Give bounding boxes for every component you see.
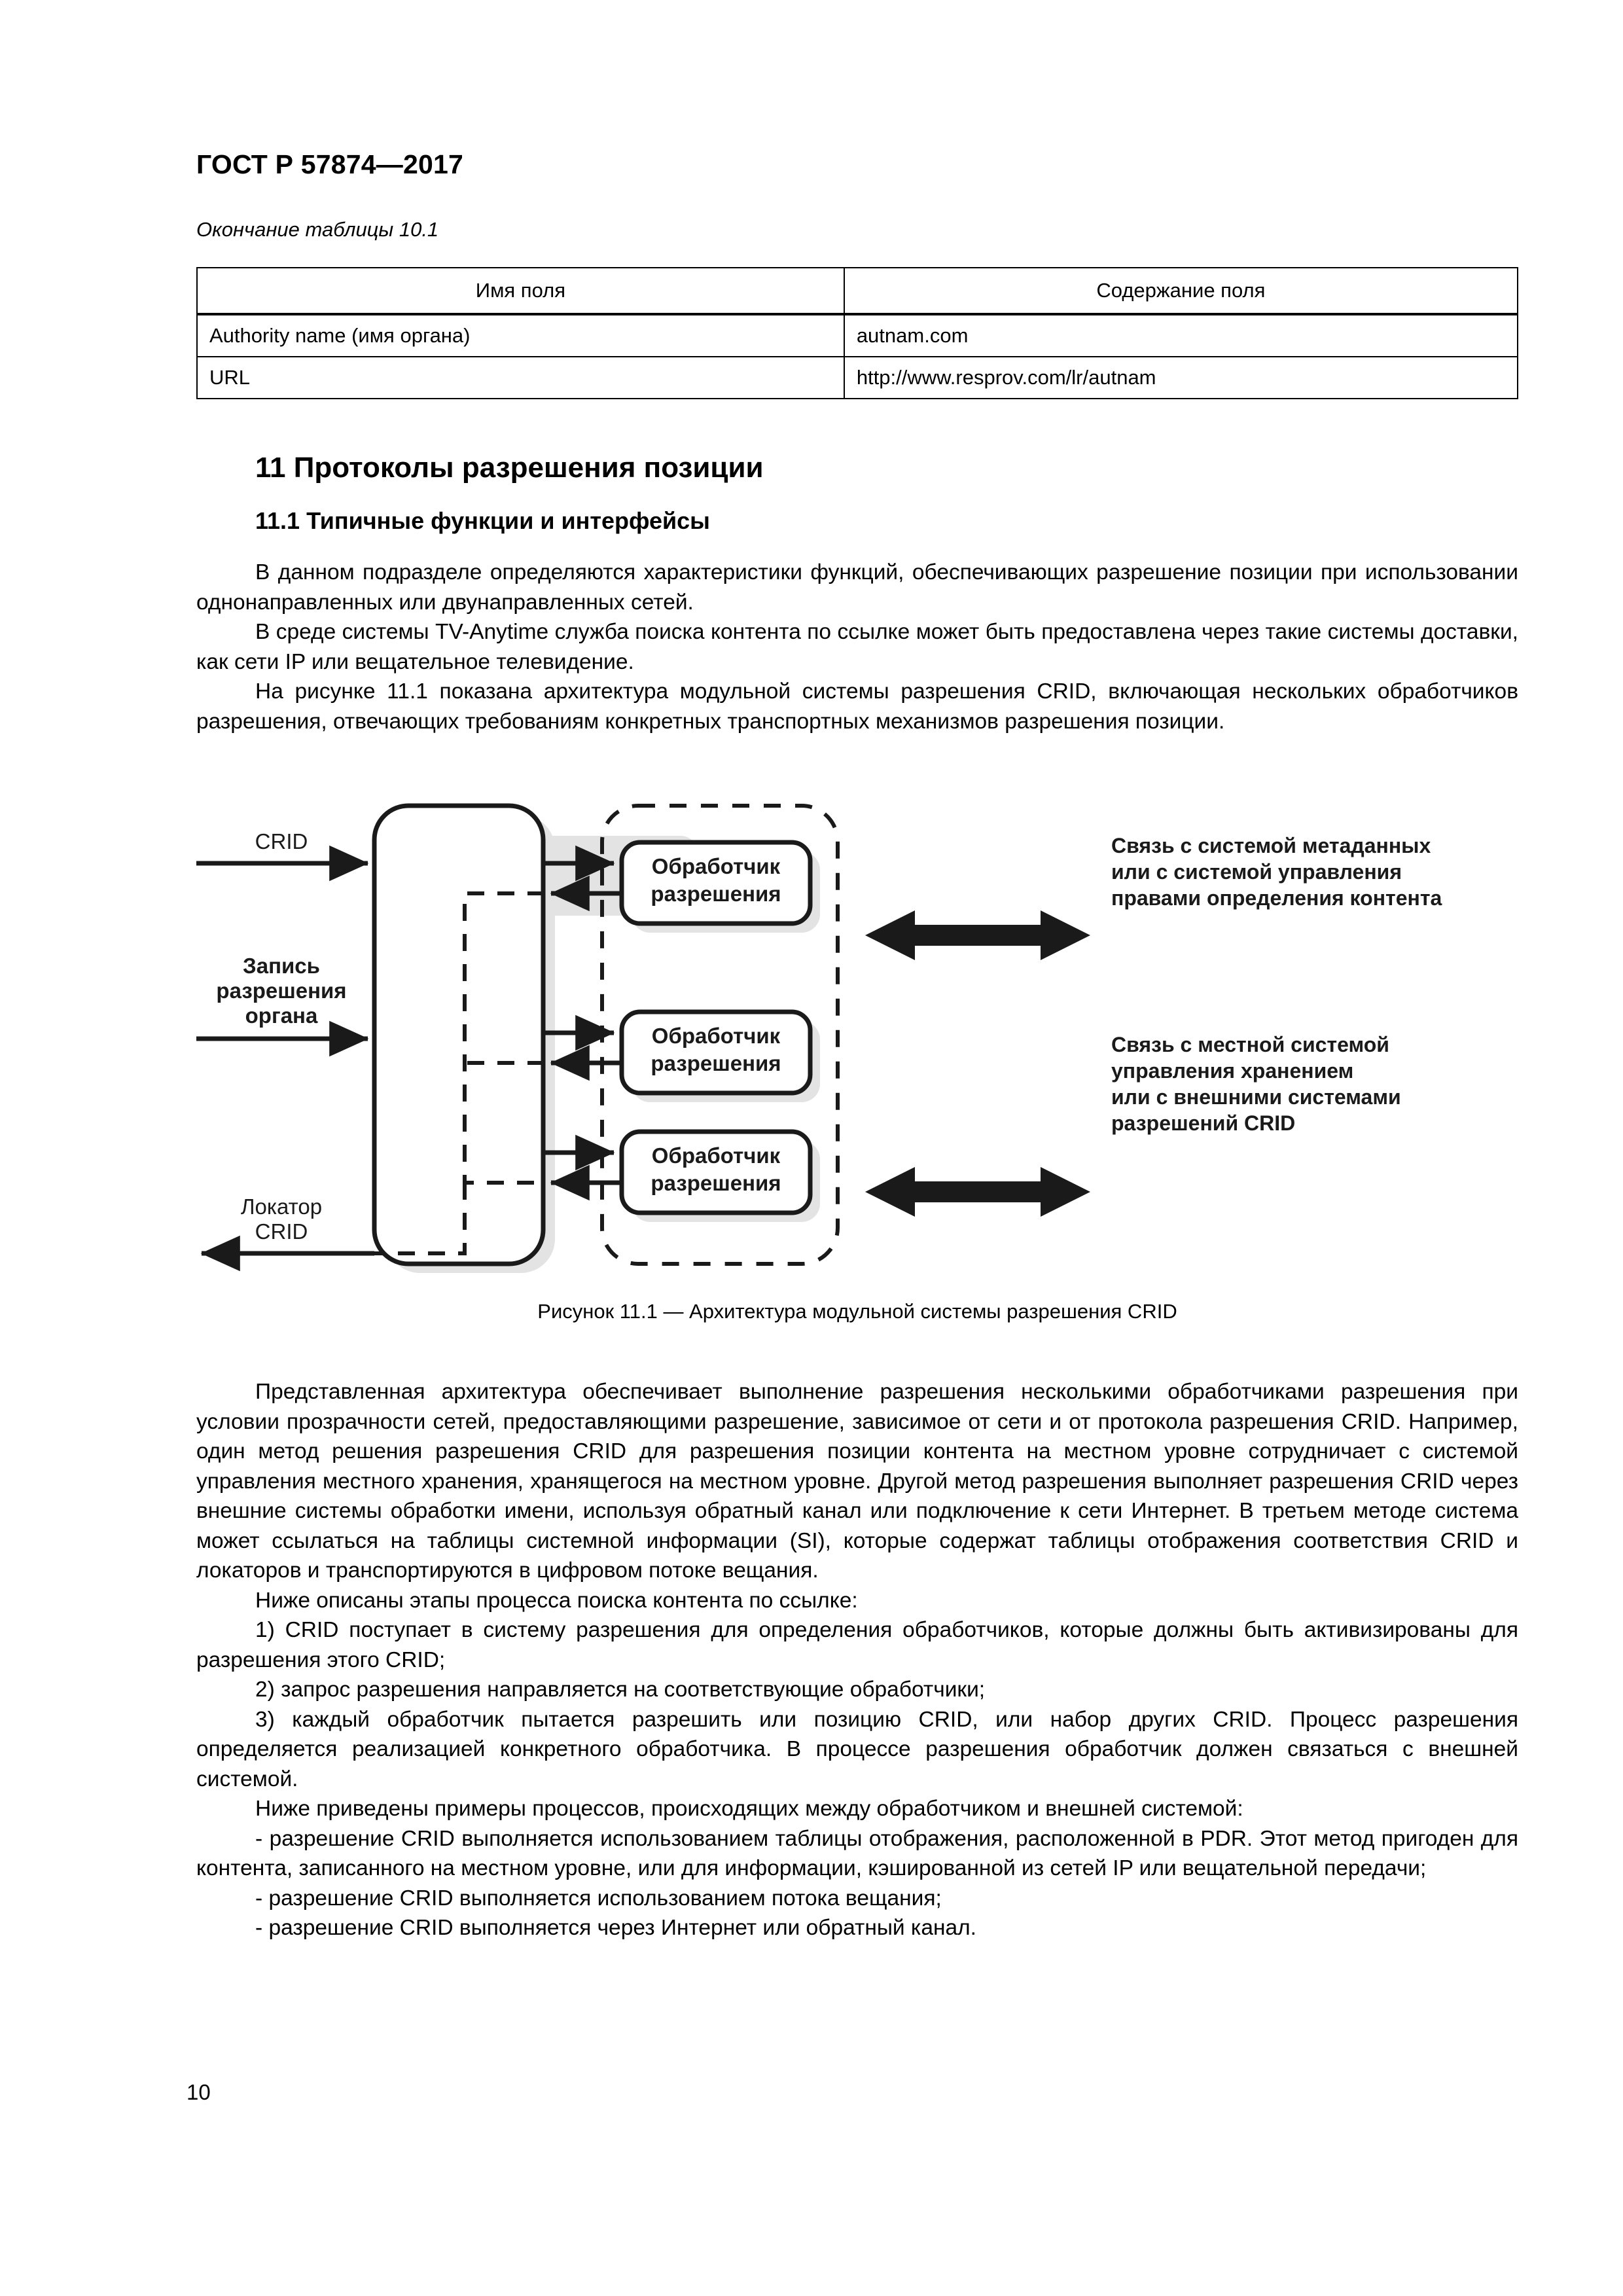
input-label-authority-line1: Запись xyxy=(243,954,320,978)
paragraph: Ниже описаны этапы процесса поиска контента по ссылке: xyxy=(255,1588,858,1613)
table-cell-field-name: Authority name (имя органа) xyxy=(197,314,844,357)
list-item: - разрешение CRID выполняется через Интернет или обратный канал. xyxy=(255,1916,976,1940)
section-heading: 11 Протоколы разрешения позиции xyxy=(255,452,764,484)
paragraph: В данном подразделе определяются характеристики функций, обеспечивающих разрешение позиции при использовании однонаправленных или двунаправленных сетей. xyxy=(196,560,1518,615)
handler-label-1-line2: разрешения xyxy=(651,882,781,906)
paragraph: Ниже приведены примеры процессов, происходящих между обработчиком и внешней системой: xyxy=(255,1797,1243,1821)
external-arrow-top xyxy=(865,910,1090,960)
table-caption: Окончание таблицы 10.1 xyxy=(196,218,439,241)
handler-label-2-line1: Обработчик xyxy=(651,1024,781,1048)
annotation-2-line3: или с внешними системами xyxy=(1111,1085,1401,1109)
annotation-1-line3: правами определения контента xyxy=(1111,886,1442,910)
list-item: - разрешение CRID выполняется использованием таблицы отображения, расположенной в PDR. Этот метод пригоден для контента, записанного на местном уровне, или для информации, кэшированной из сетей IP или вещательной передачи; xyxy=(196,1826,1518,1880)
list-item: 3) каждый обработчик пытается разрешить или позицию CRID, или набор других CRID. Процесс разрешения определяется реализацией конкретного обработчика. В процессе разрешения обработчик должен связаться с внешней системой. xyxy=(196,1707,1518,1791)
paragraph: В среде системы TV-Anytime служба поиска контента по ссылке может быть предоставлена через такие системы доставки, как сети IP или вещательное телевидение. xyxy=(196,620,1518,674)
list-item: 2) запрос разрешения направляется на соответствующие обработчики; xyxy=(255,1677,986,1702)
annotation-1-line2: или с системой управления xyxy=(1111,860,1402,884)
list-item: 1) CRID поступает в систему разрешения для определения обработчиков, которые должны быть активизированы для разрешения этого CRID; xyxy=(196,1618,1518,1672)
input-label-crid: CRID xyxy=(255,829,308,853)
paragraph: На рисунке 11.1 показана архитектура модульной системы разрешения CRID, включающая нескольких обработчиков разрешения, отвечающих требованиям конкретных транспортных механизмов разрешения позиции. xyxy=(196,679,1518,734)
standard-header: ГОСТ Р 57874—2017 xyxy=(196,149,463,179)
table-header-field-name: Имя поля xyxy=(197,268,844,314)
handler-label-3-line2: разрешения xyxy=(651,1171,781,1195)
table-cell-field-name: URL xyxy=(197,357,844,399)
annotation-2-line4: разрешений CRID xyxy=(1111,1111,1296,1135)
handler-label-3-line1: Обработчик xyxy=(651,1143,781,1168)
input-label-authority-line2: разрешения xyxy=(216,978,347,1003)
figure-caption: Рисунок 11.1 — Архитектура модульной системы разрешения CRID xyxy=(537,1300,1177,1323)
page-number: 10 xyxy=(187,2080,211,2104)
table-cell-field-content: autnam.com xyxy=(844,314,1518,357)
handler-label-1-line1: Обработчик xyxy=(651,854,781,878)
table-cell-field-content: http://www.resprov.com/lr/autnam xyxy=(844,357,1518,399)
annotation-1-line1: Связь с системой метаданных xyxy=(1111,834,1431,857)
table-header-field-content: Содержание поля xyxy=(844,268,1518,314)
table-row xyxy=(197,357,1518,399)
annotation-2-line2: управления хранением xyxy=(1111,1059,1354,1083)
list-item: - разрешение CRID выполняется использованием потока вещания; xyxy=(255,1886,942,1910)
input-label-authority-line3: органа xyxy=(245,1003,318,1028)
body-text-bottom xyxy=(196,1377,1518,1943)
field-table xyxy=(196,267,1518,399)
paragraph: Представленная архитектура обеспечивает выполнение разрешения несколькими обработчиками разрешения при условии прозрачности сетей, предоставляющими разрешение, зависимое от сети и от протокола разрешения CRID. Например, один метод решения разрешения CRID для разрешения позиции контента на местном уровне сотрудничает с системой управления местного хранения, хранящегося на местном уровне. Другой метод разрешения выполняет разрешения CRID через внешние системы обработки имени, используя обратный канал или подключение к сети Интернет. В третьем методе система может ссылаться на таблицы системной информации (SI), которые содержат таблицы отображения соответствия CRID и локаторов и транспортируются в цифровом потоке вещания. xyxy=(196,1380,1518,1583)
figure-architecture xyxy=(196,795,1518,1338)
table-row xyxy=(197,314,1518,357)
output-label-locator-line1: Локатор xyxy=(240,1194,323,1219)
subsection-heading: 11.1 Типичные функции и интерфейсы xyxy=(255,507,710,534)
external-arrow-bottom xyxy=(865,1167,1090,1217)
output-label-locator-line2: CRID xyxy=(255,1219,308,1244)
annotation-2-line1: Связь с местной системой xyxy=(1111,1033,1389,1056)
handler-label-2-line2: разрешения xyxy=(651,1051,781,1075)
body-text-top xyxy=(196,558,1518,736)
resolution-system-box xyxy=(374,806,543,1264)
table-header-row xyxy=(197,268,1518,314)
